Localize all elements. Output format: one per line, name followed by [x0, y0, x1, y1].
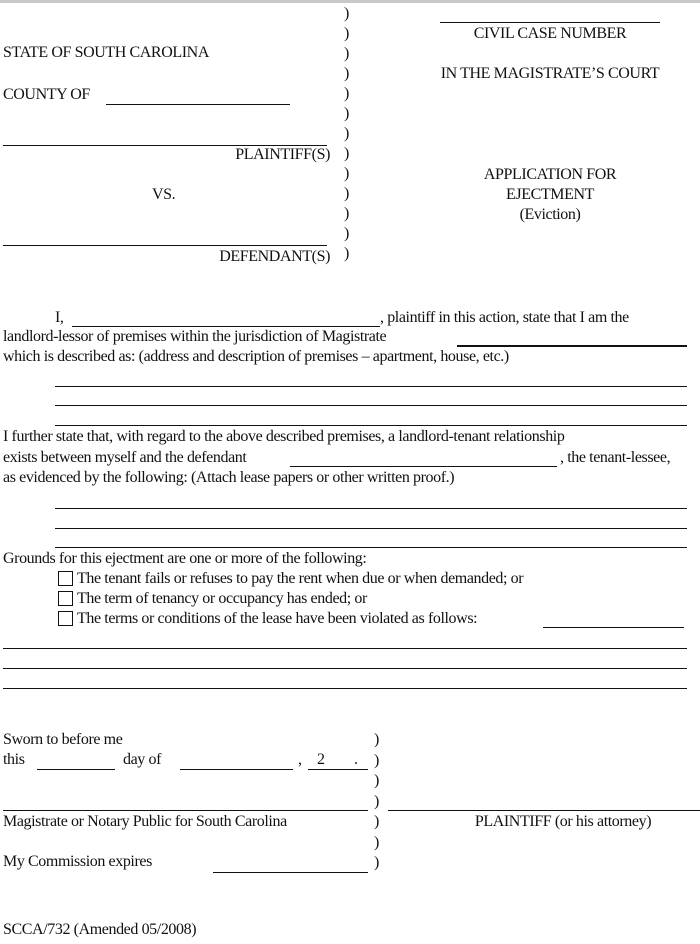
- paren: ): [344, 125, 349, 142]
- p2-line1: I further state that, with regard to the above described premises, a landlord-tenant relationship: [3, 428, 565, 445]
- paren: ): [344, 245, 349, 262]
- versus-label: VS.: [152, 186, 176, 203]
- evidence-line[interactable]: [55, 547, 687, 548]
- state-label: STATE OF SOUTH CAROLINA: [3, 44, 209, 61]
- form-id: SCCA/732 (Amended 05/2008): [3, 921, 197, 938]
- defendant-label: DEFENDANT(S): [219, 248, 330, 265]
- premises-description-line[interactable]: [55, 386, 687, 387]
- paren: ): [344, 225, 349, 242]
- premises-description-line[interactable]: [55, 405, 687, 406]
- sworn-label: Sworn to before me: [3, 731, 123, 748]
- this-label: this: [3, 751, 25, 768]
- violation-line[interactable]: [3, 668, 687, 669]
- paren: ): [374, 833, 379, 851]
- violation-line[interactable]: [3, 688, 687, 689]
- form-title-line2: EJECTMENT: [506, 186, 594, 203]
- magistrate-jurisdiction-field[interactable]: [457, 345, 687, 347]
- court-label: IN THE MAGISTRATE’S COURT: [440, 65, 660, 82]
- ground-checkbox-term-ended[interactable]: [58, 591, 73, 606]
- violation-line[interactable]: [3, 648, 687, 649]
- plaintiff-label: PLAINTIFF(S): [235, 146, 330, 163]
- p1-line2: landlord-lessor of premises within the jurisdiction of Magistrate: [3, 328, 387, 345]
- evidence-line[interactable]: [55, 508, 687, 509]
- defendant-name-field[interactable]: [3, 245, 327, 246]
- paren: ): [374, 751, 379, 769]
- year-prefix: 2: [317, 751, 325, 768]
- form-title-line1: APPLICATION FOR: [483, 166, 617, 183]
- magistrate-label: Magistrate or Notary Public for South Carolina: [3, 813, 287, 830]
- paren: ): [374, 813, 379, 830]
- plaintiff-signature-label: PLAINTIFF (or his attorney): [474, 813, 652, 830]
- county-label: COUNTY OF: [3, 86, 90, 103]
- ground-label-nonpayment: The tenant fails or refuses to pay the rent when due or when demanded; or: [77, 570, 524, 587]
- county-field[interactable]: [106, 104, 290, 105]
- ground-label-term-ended: The term of tenancy or occupancy has ended; or: [77, 590, 367, 607]
- paren: ): [344, 45, 349, 62]
- violation-field[interactable]: [543, 627, 684, 628]
- paren: ): [344, 85, 349, 102]
- commission-expiry-field[interactable]: [213, 872, 368, 873]
- ground-checkbox-nonpayment[interactable]: [58, 571, 73, 586]
- paren: ): [344, 205, 349, 222]
- p1-start: I,: [55, 309, 64, 326]
- paren: ): [374, 792, 379, 810]
- p2-line2-start: exists between myself and the defendant: [3, 449, 247, 466]
- paren: ): [344, 165, 349, 182]
- form-title-line3: (Eviction): [519, 206, 581, 223]
- paren: ): [374, 854, 379, 871]
- month-field[interactable]: [180, 769, 293, 770]
- plaintiff-name-input[interactable]: [72, 326, 380, 327]
- ground-label-lease-violated: The terms or conditions of the lease have been violated as follows:: [77, 610, 478, 627]
- grounds-intro: Grounds for this ejectment are one or more of the following:: [3, 550, 367, 567]
- p1-end: , plaintiff in this action, state that I am the: [380, 309, 629, 326]
- comma: ,: [298, 751, 302, 768]
- evidence-line[interactable]: [55, 528, 687, 529]
- paren: ): [344, 105, 349, 122]
- paren: ): [344, 65, 349, 82]
- commission-label: My Commission expires: [3, 853, 152, 870]
- plaintiff-signature-line[interactable]: [388, 810, 700, 811]
- p2-line2-end: , the tenant-lessee,: [560, 449, 671, 466]
- premises-description-line[interactable]: [55, 425, 687, 426]
- paren: ): [344, 145, 349, 162]
- paren: ): [374, 731, 379, 748]
- p1-line3: which is described as: (address and description of premises – apartment, house, etc.): [3, 348, 509, 365]
- year-period: .: [354, 751, 358, 768]
- paren: ): [374, 772, 379, 789]
- magistrate-signature-line[interactable]: [3, 810, 368, 811]
- paren: ): [344, 5, 349, 22]
- case-number-field[interactable]: [440, 22, 660, 23]
- window-top-border: [0, 0, 700, 3]
- day-of-label: day of: [123, 751, 162, 768]
- year-field[interactable]: [308, 769, 368, 770]
- day-field[interactable]: [37, 769, 115, 770]
- case-number-label: CIVIL CASE NUMBER: [473, 25, 627, 42]
- paren: ): [344, 25, 349, 42]
- ground-checkbox-lease-violated[interactable]: [58, 611, 73, 626]
- paren: ): [344, 185, 349, 202]
- p2-line3: as evidenced by the following: (Attach lease papers or other written proof.): [3, 469, 455, 486]
- defendant-name-input[interactable]: [290, 466, 557, 467]
